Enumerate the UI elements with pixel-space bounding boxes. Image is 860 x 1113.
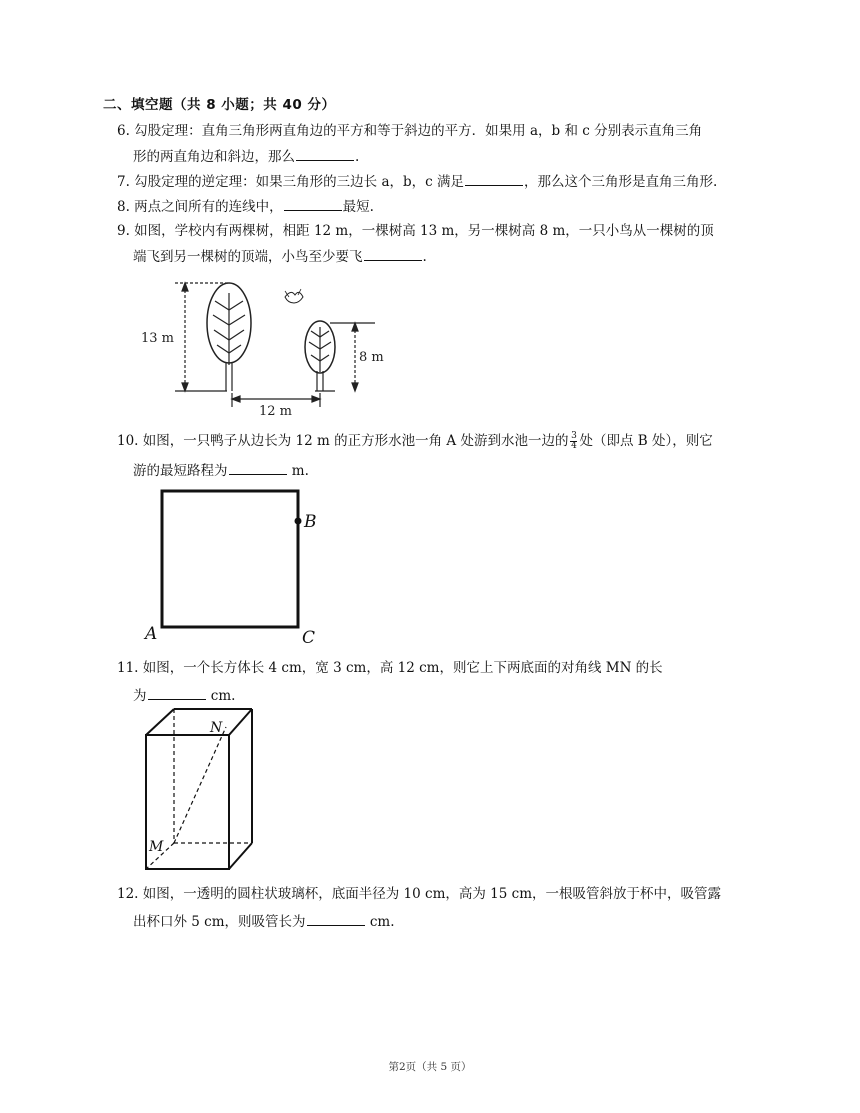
question-6-end: . bbox=[355, 149, 360, 165]
answer-blank-7[interactable] bbox=[465, 171, 523, 186]
square-pool-figure bbox=[140, 485, 340, 650]
question-6-text: 形的两直角边和斜边，那么 bbox=[133, 149, 295, 165]
point-m-label: M bbox=[149, 839, 164, 855]
point-a-label: A bbox=[145, 624, 158, 644]
answer-blank-9[interactable] bbox=[364, 246, 422, 261]
point-b-label: B bbox=[304, 512, 317, 532]
fraction-three-quarters bbox=[570, 432, 577, 451]
question-7-text: 7. 勾股定理的逆定理：如果三角形的三边长 a，b，c 满足 bbox=[117, 174, 465, 190]
question-11-line-1: 11. 如图，一个长方体长 4 cm，宽 3 cm，高 12 cm，则它上下两底面的对角线 MN 的长 bbox=[117, 660, 663, 676]
point-n-label: N bbox=[210, 720, 223, 736]
question-12-text: 出杯口外 5 cm，则吸管长为 bbox=[133, 914, 306, 930]
question-12-line-2 bbox=[133, 911, 395, 931]
page-footer: 第2页（共 5 页） bbox=[388, 1061, 472, 1073]
fraction-denominator: 4 bbox=[571, 441, 577, 451]
pool-square bbox=[162, 491, 298, 627]
question-7-end: ，那么这个三角形是直角三角形. bbox=[524, 174, 718, 190]
question-10-line-2 bbox=[133, 460, 309, 480]
question-10-text: 10. 如图，一只鸭子从边长为 12 m 的正方形水池一角 A 处游到水池一边的 bbox=[117, 433, 569, 449]
answer-blank-6[interactable] bbox=[296, 146, 354, 161]
question-9-end: . bbox=[422, 249, 427, 265]
question-11-text: 为 bbox=[133, 688, 147, 704]
question-10-text-2: 处（即点 B 处），则它 bbox=[579, 433, 713, 449]
fraction-numerator: 3 bbox=[571, 431, 577, 441]
question-9-line-2 bbox=[133, 246, 427, 266]
point-c-label: C bbox=[302, 628, 316, 648]
distance-12-label: 12 m bbox=[259, 404, 293, 419]
question-12-end: cm. bbox=[365, 914, 395, 930]
tree-height-8-label: 8 m bbox=[359, 350, 384, 365]
question-11-line-2 bbox=[133, 685, 235, 705]
answer-blank-10[interactable] bbox=[229, 460, 287, 475]
question-10-line-1 bbox=[117, 432, 713, 451]
point-b-dot bbox=[295, 518, 302, 525]
question-7 bbox=[117, 171, 717, 191]
question-10-end: m. bbox=[287, 463, 309, 479]
answer-blank-8[interactable] bbox=[284, 196, 342, 211]
tree-height-13-label: 13 m bbox=[141, 331, 175, 346]
question-12-line-1: 12. 如图，一透明的圆柱状玻璃杯，底面半径为 10 cm，高为 15 cm，一根吸管斜放于杯中，吸管露 bbox=[117, 886, 722, 902]
two-trees-figure bbox=[135, 275, 385, 420]
answer-blank-12[interactable] bbox=[307, 911, 365, 926]
answer-blank-11[interactable] bbox=[148, 685, 206, 700]
cuboid-figure bbox=[140, 705, 265, 875]
question-9-text: 端飞到另一棵树的顶端，小鸟至少要飞 bbox=[133, 249, 363, 265]
question-8 bbox=[117, 196, 374, 216]
question-8-end: 最短. bbox=[342, 199, 374, 215]
question-9-line-1: 9. 如图，学校内有两棵树，相距 12 m，一棵树高 13 m，另一棵树高 8 m，一只小鸟从一棵树的顶 bbox=[117, 223, 714, 239]
question-6-line-2 bbox=[133, 146, 359, 166]
question-8-text: 8. 两点之间所有的连线中， bbox=[117, 199, 283, 215]
question-11-end: cm. bbox=[206, 688, 236, 704]
question-10-text-3: 游的最短路程为 bbox=[133, 463, 228, 479]
diagonal-mn bbox=[174, 727, 226, 843]
question-6-line-1: 6. 勾股定理：直角三角形两直角边的平方和等于斜边的平方．如果用 a，b 和 c 分别表示直角三角 bbox=[117, 123, 703, 139]
section-title: 二、填空题（共 8 小题；共 40 分） bbox=[103, 97, 336, 113]
bird-icon bbox=[285, 292, 303, 303]
